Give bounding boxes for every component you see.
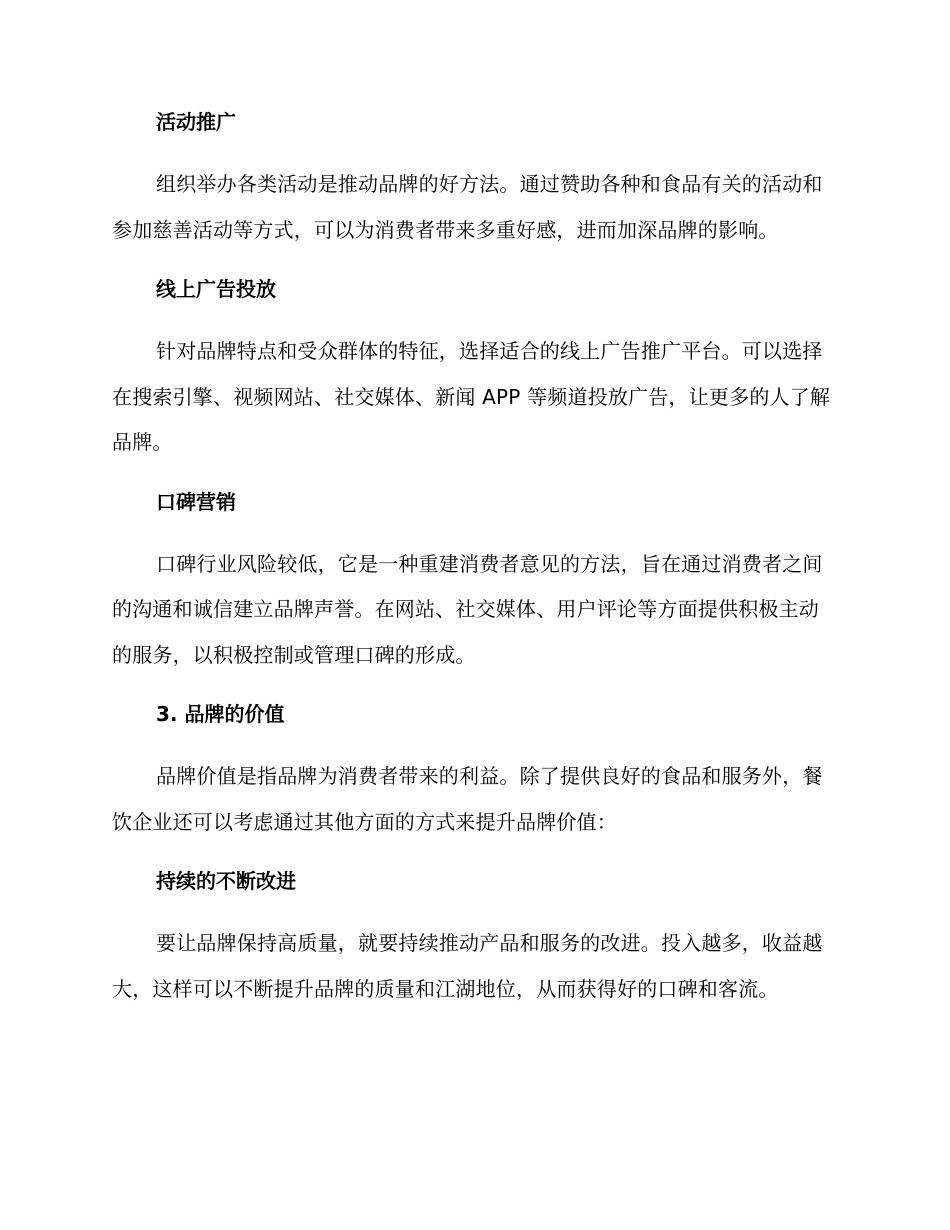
section-heading-event-promotion: 活动推广 bbox=[156, 110, 236, 134]
section-body-online-ads: 针对品牌特点和受众群体的特征，选择适合的线上广告推广平台。可以选择在搜索引擎、视频网站、社交媒体、新闻 APP 等频道投放广告，让更多的人了解品牌。 bbox=[112, 339, 831, 454]
section-heading-brand-value: 3. 品牌的价值 bbox=[156, 702, 285, 726]
document-page bbox=[112, 108, 836, 1034]
section-heading-word-of-mouth: 口碑营销 bbox=[156, 489, 236, 514]
section-heading-online-ads: 线上广告投放 bbox=[156, 277, 276, 301]
section-body-word-of-mouth: 口碑行业风险较低，它是一种重建消费者意见的方法，旨在通过消费者之间的沟通和诚信建立品牌声誉。在网站、社交媒体、用户评论等方面提供积极主动的服务，以积极控制或管理口碑的形成。 bbox=[112, 551, 823, 667]
section-heading-continuous-improvement: 持续的不断改进 bbox=[156, 869, 296, 893]
section-body-brand-value: 品牌价值是指品牌为消费者带来的利益。除了提供良好的食品和服务外，餐饮企业还可以考虑通过其他方面的方式来提升品牌价值： bbox=[112, 764, 823, 834]
section-body-continuous-improvement: 要让品牌保持高质量，就要持续推动产品和服务的改进。投入越多，收益越大，这样可以不断提升品牌的质量和江湖地位，从而获得好的口碑和客流。 bbox=[112, 931, 823, 1001]
section-body-event-promotion: 组织举办各类活动是推动品牌的好方法。通过赞助各种和食品有关的活动和参加慈善活动等方式，可以为消费者带来多重好感，进而加深品牌的影响。 bbox=[112, 172, 823, 242]
